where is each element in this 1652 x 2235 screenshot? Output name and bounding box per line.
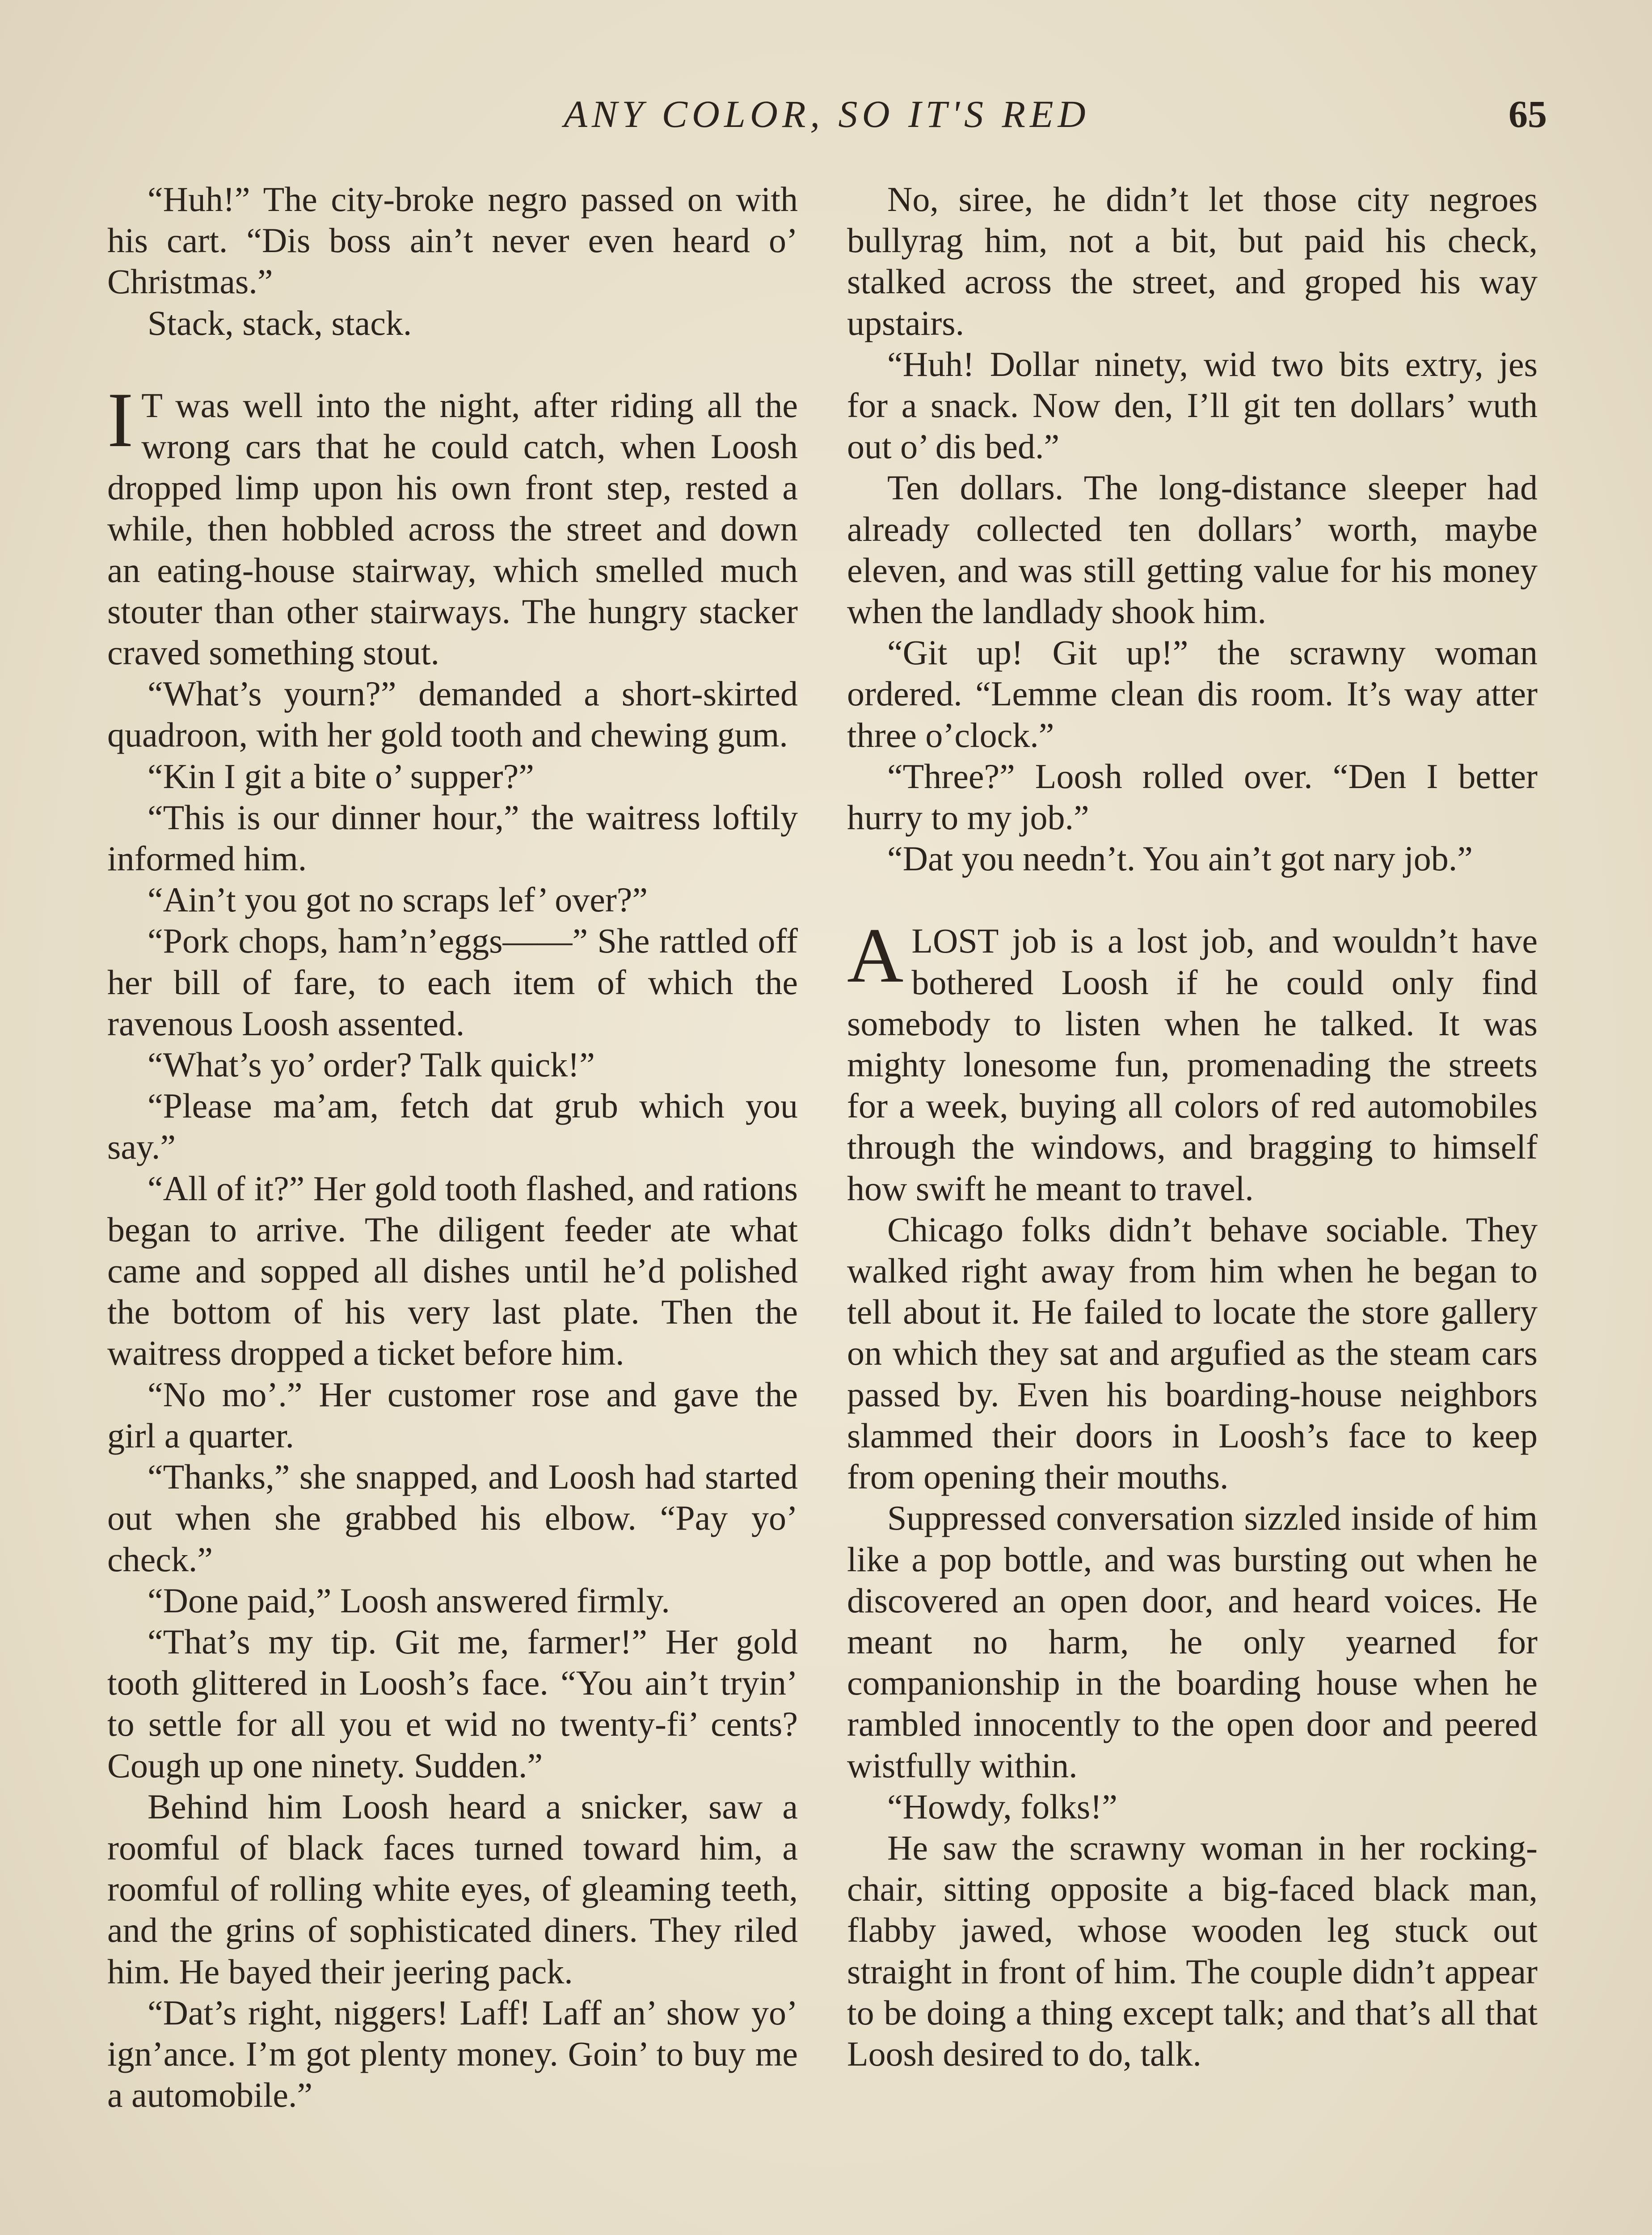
paragraph: Stack, stack, stack. <box>148 303 412 342</box>
paragraph: “Git up! Git up!” the scrawny woman ordered. “Lemme clean dis room. It’s way atter three o’clock.” <box>847 633 1538 755</box>
drop-cap: A <box>847 912 904 999</box>
paragraph: “Pork chops, ham’n’eggs——” She rattled off her bill of fare, to each item of which the ravenous Loosh assented. <box>107 921 798 1043</box>
left-column <box>107 179 798 2116</box>
drop-cap: I <box>107 376 134 463</box>
right-column <box>847 179 1538 2075</box>
paragraph: “Ain’t you got no scraps lef’ over?” <box>148 880 648 919</box>
paragraph: Ten dollars. The long-distance sleeper had already collected ten dollars’ worth, maybe eleven, and was still getting value for his money when the landlady shook him. <box>847 468 1538 631</box>
paragraph-text: LOST job is a lost job, and wouldn’t have bothered Loosh if he could only find somebody to listen when he talked. It was mighty lonesome fun, promenading the streets for a week, buying all colors of red automobiles through the windows, and bragging to himself how swift he meant to travel. <box>847 921 1538 1208</box>
paragraph: “Thanks,” she snapped, and Loosh had started out when she grabbed his elbow. “Pay yo’ check.” <box>107 1457 798 1579</box>
paragraph: He saw the scrawny woman in her rocking-chair, sitting opposite a big-faced black man, flabby jawed, whose wooden leg stuck out straight in front of him. The couple didn’t appear to be doing a thing except talk; and that’s all that Loosh desired to do, talk. <box>847 1828 1538 2073</box>
paragraph-text: T was well into the night, after riding all the wrong cars that he could catch, when Loosh dropped limp upon his own front step, rested a while, then hobbled across the street and down an eating-house stairway, which smelled much stouter than other stairways. The hungry stacker craved something stout. <box>107 385 798 672</box>
paragraph: “Kin I git a bite o’ supper?” <box>148 756 534 796</box>
paragraph: Behind him Loosh heard a snicker, saw a roomful of black faces turned toward him, a roomful of rolling white eyes, of gleaming teeth, and the grins of sophisticated diners. They riled him. He bayed their jeering pack. <box>107 1787 798 1991</box>
running-title: ANY COLOR, SO IT'S RED <box>564 93 1090 135</box>
section-opening-paragraph <box>107 376 798 673</box>
paragraph: Chicago folks didn’t behave sociable. They walked right away from him when he began to tell about it. He failed to locate the store gallery on which they sat and argufied as the steam cars passed by. Even his boarding-house neighbors slammed their doors in Loosh’s face to keep from opening their mouths. <box>847 1210 1538 1497</box>
paragraph: “Howdy, folks!” <box>887 1787 1117 1826</box>
paragraph: “Dat you needn’t. You ain’t got nary job.” <box>887 839 1473 878</box>
section-opening-paragraph <box>847 912 1538 1209</box>
paragraph: “Dat’s right, niggers! Laff! Laff an’ show yo’ ign’ance. I’m got plenty money. Goin’ to buy me a automobile.” <box>107 1993 798 2115</box>
paragraph: No, siree, he didn’t let those city negroes bullyrag him, not a bit, but paid his check, stalked across the street, and groped his way upstairs. <box>847 180 1538 342</box>
paragraph: Suppressed conversation sizzled inside of him like a pop bottle, and was bursting out when he discovered an open door, and heard voices. He meant no harm, he only yearned for companionship in the boarding house when he rambled innocently to the open door and peered wistfully within. <box>847 1498 1538 1785</box>
paragraph: “Huh! Dollar ninety, wid two bits extry, jes for a snack. Now den, I’ll git ten dollars’ wuth out o’ dis bed.” <box>847 344 1538 466</box>
paragraph: “Done paid,” Loosh answered firmly. <box>148 1581 670 1620</box>
paragraph: “What’s yourn?” demanded a short-skirted quadroon, with her gold tooth and chewing gum. <box>107 674 798 755</box>
paragraph: “Huh!” The city-broke negro passed on with his cart. “Dis boss ain’t never even heard o’ Christmas.” <box>107 180 798 301</box>
paragraph: “Three?” Loosh rolled over. “Den I better hurry to my job.” <box>847 756 1538 837</box>
paragraph: “What’s yo’ order? Talk quick!” <box>148 1045 595 1084</box>
paragraph: “That’s my tip. Git me, farmer!” Her gold tooth glittered in Loosh’s face. “You ain’t tryin’ to settle for all you et wid no twenty-fi’ cents? Cough up one ninety. Sudden.” <box>107 1622 798 1785</box>
paragraph: “No mo’.” Her customer rose and gave the girl a quarter. <box>107 1375 798 1455</box>
paragraph: “This is our dinner hour,” the waitress loftily informed him. <box>107 797 798 878</box>
page-number: 65 <box>1509 93 1547 135</box>
paragraph: “Please ma’am, fetch dat grub which you say.” <box>107 1086 798 1167</box>
paragraph: “All of it?” Her gold tooth flashed, and rations began to arrive. The diligent feeder ate what came and sopped all dishes until he’d polished the bottom of his very last plate. Then the waitress dropped a ticket before him. <box>107 1168 798 1373</box>
